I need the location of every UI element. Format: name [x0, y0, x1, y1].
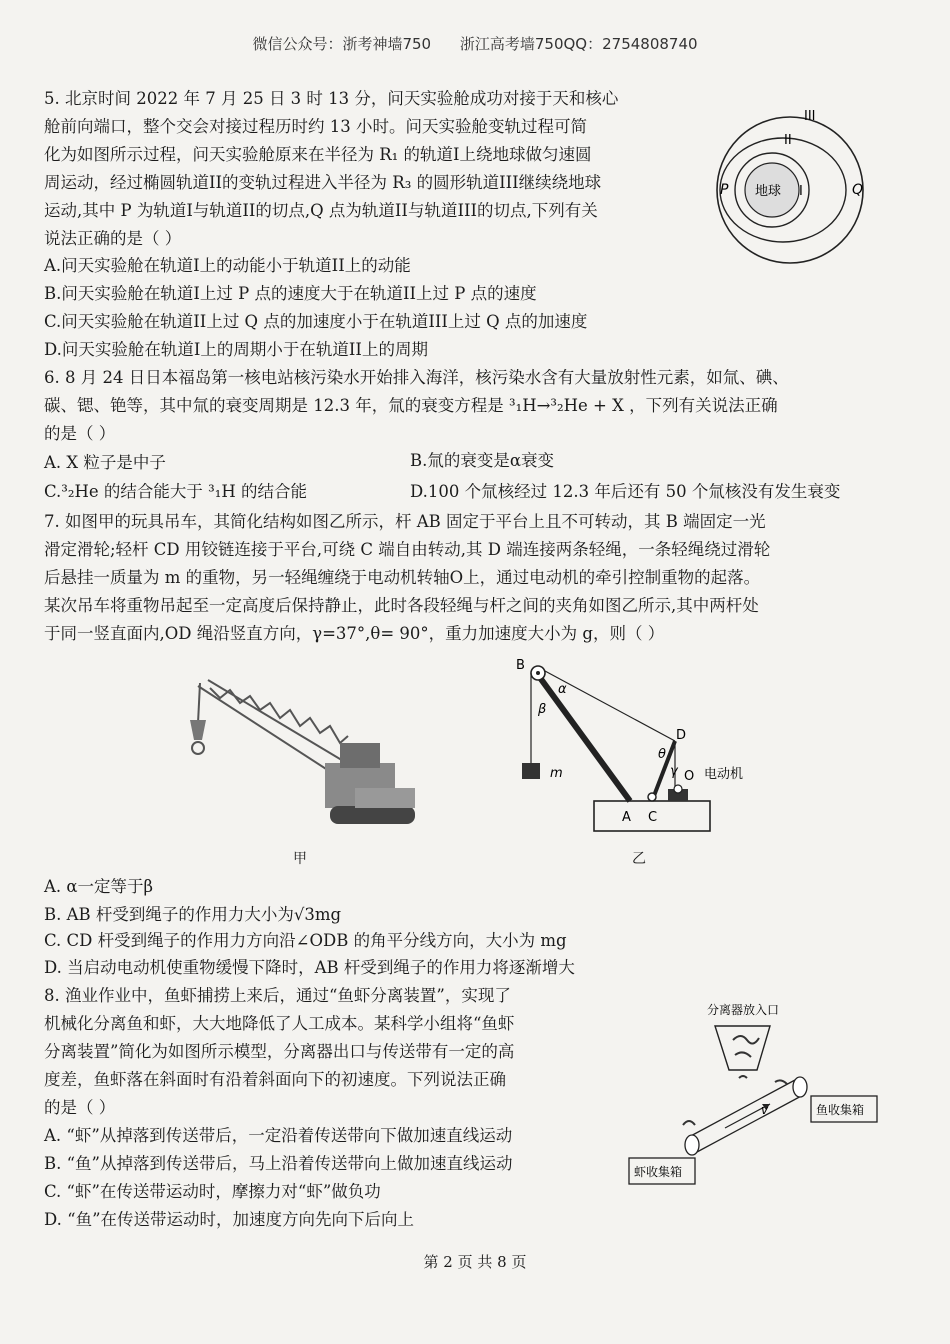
shrimp-box-label: 虾收集箱: [634, 1165, 683, 1179]
q7-option-b: B. AB 杆受到绳子的作用力大小为√3mg: [44, 905, 342, 924]
q6-option-a: A. X 粒子是中子: [44, 453, 166, 472]
q5-line: 运动,其中 P 为轨道I与轨道II的切点,Q 点为轨道II与轨道III的切点,下列有关: [44, 201, 598, 220]
q5-line: 5. 北京时间 2022 年 7 月 25 日 3 时 13 分，问天实验舱成功对接于天和核心: [44, 89, 619, 108]
q5-option-d: D.问天实验舱在轨道I上的周期小于在轨道II上的周期: [44, 340, 428, 359]
label-motor: 电动机: [704, 767, 744, 782]
label-gamma: γ: [670, 764, 678, 779]
orbit-diagram: [692, 100, 912, 265]
q8-option-a: A. “虾”从掉落到传送带后，一定沿着传送带向下做加速直线运动: [44, 1126, 513, 1145]
q6-line: 的是（ ）: [44, 424, 116, 443]
label-d: D: [676, 728, 687, 743]
orbit1-label: I: [799, 184, 803, 199]
inlet-label: 分离器放入口: [707, 1003, 780, 1017]
q7-line: 某次吊车将重物吊起至一定高度后保持静止，此时各段轻绳与杆之间的夹角如图乙所示,其中两杆处: [44, 596, 759, 615]
label-o: O: [684, 769, 695, 784]
label-a: A: [622, 810, 631, 825]
point-q-label: Q: [852, 182, 864, 198]
crane-photo: [180, 668, 420, 843]
q8-line: 机械化分离鱼和虾，大大地降低了人工成本。某科学小组将“鱼虾: [44, 1014, 515, 1033]
orbit2-label: II: [784, 133, 792, 148]
earth-label: 地球: [755, 184, 782, 199]
q7-line: 7. 如图甲的玩具吊车，其简化结构如图乙所示，杆 AB 固定于平台上且不可转动，其 B 端固定一光: [44, 512, 766, 531]
q7-option-c: C. CD 杆受到绳子的作用力方向沿∠ODB 的角平分线方向，大小为 mg: [44, 931, 567, 950]
label-m: m: [550, 766, 563, 781]
header-qq: 浙江高考墙750QQ：2754808740: [459, 35, 698, 53]
q6-line: 碳、锶、铯等，其中氚的衰变周期是 12.3 年，氚的衰变方程是 ³₁H→³₂He + X ，下列有关说法正确: [44, 396, 778, 415]
q5-option-b: B.问天实验舱在轨道I上过 P 点的速度大于在轨道II上过 P 点的速度: [44, 284, 537, 303]
fish-box-label: 鱼收集箱: [816, 1103, 865, 1117]
q5-option-c: C.问天实验舱在轨道II上过 Q 点的加速度小于在轨道III上过 Q 点的加速度: [44, 312, 588, 331]
page-footer: 第 2 页 共 8 页: [423, 1253, 527, 1271]
label-b: B: [516, 658, 525, 673]
label-theta: θ: [658, 747, 666, 762]
figure-jia-label: 甲: [293, 851, 307, 867]
q6-option-b: B.氚的衰变是α衰变: [410, 451, 555, 470]
q5-line: 周运动，经过椭圆轨道II的变轨过程进入半径为 R₃ 的圆形轨道III继续绕地球: [44, 173, 602, 192]
q6-option-c: C.³₂He 的结合能大于 ³₁H 的结合能: [44, 482, 308, 501]
q8-option-d: D. “鱼”在传送带运动时，加速度方向先向下后向上: [44, 1210, 415, 1229]
q8-option-b: B. “鱼”从掉落到传送带后，马上沿着传送带向上做加速直线运动: [44, 1154, 513, 1173]
header-wechat: 微信公众号：浙考神墙750: [252, 35, 432, 53]
separator-diagram: [625, 1000, 895, 1190]
q7-line: 滑定滑轮;轻杆 CD 用铰链连接于平台,可绕 C 端自由转动,其 D 端连接两条轻绳，一条轻绳绕过滑轮: [44, 540, 771, 559]
orbit3-label: III: [804, 109, 816, 124]
q7-option-a: A. α一定等于β: [44, 877, 154, 896]
label-alpha: α: [558, 682, 567, 697]
q5-line: 说法正确的是（ ）: [44, 229, 182, 248]
q7-option-d: D. 当启动电动机使重物缓慢下降时，AB 杆受到绳子的作用力将逐渐增大: [44, 958, 575, 977]
q8-line: 分离装置”简化为如图所示模型，分离器出口与传送带有一定的高: [44, 1042, 515, 1061]
q7-line: 于同一竖直面内,OD 绳沿竖直方向，γ=37°,θ= 90°，重力加速度大小为 g，则（ ）: [44, 624, 665, 643]
q6-line: 6. 8 月 24 日日本福岛第一核电站核污染水开始排入海洋，核污染水含有大量放射性元素，如氚、碘、: [44, 368, 789, 387]
label-c: C: [648, 810, 658, 825]
q5-option-a: A.问天实验舱在轨道I上的动能小于轨道II上的动能: [44, 256, 411, 275]
velocity-label: v: [761, 1103, 769, 1117]
q6-option-d: D.100 个氚核经过 12.3 年后还有 50 个氚核没有发生衰变: [410, 482, 841, 501]
q8-line: 度差，鱼虾落在斜面时有沿着斜面向下的初速度。下列说法正确: [44, 1070, 506, 1089]
crane-schematic: [510, 655, 790, 840]
q5-line: 化为如图所示过程，问天实验舱原来在半径为 R₁ 的轨道I上绕地球做匀速圆: [44, 145, 592, 164]
q8-line: 8. 渔业作业中，鱼虾捕捞上来后，通过“鱼虾分离装置”，实现了: [44, 986, 511, 1005]
q8-line: 的是（ ）: [44, 1098, 116, 1117]
label-beta: β: [538, 702, 547, 717]
q8-option-c: C. “虾”在传送带运动时，摩擦力对“虾”做负功: [44, 1182, 381, 1201]
q7-line: 后悬挂一质量为 m 的重物，另一轻绳缠绕于电动机转轴O上，通过电动机的牵引控制重物的起落。: [44, 568, 761, 587]
q5-line: 舱前向端口，整个交会对接过程历时约 13 小时。问天实验舱变轨过程可简: [44, 117, 587, 136]
figure-yi-label: 乙: [632, 851, 646, 867]
point-p-label: P: [720, 182, 729, 198]
page-header: [0, 33, 950, 54]
